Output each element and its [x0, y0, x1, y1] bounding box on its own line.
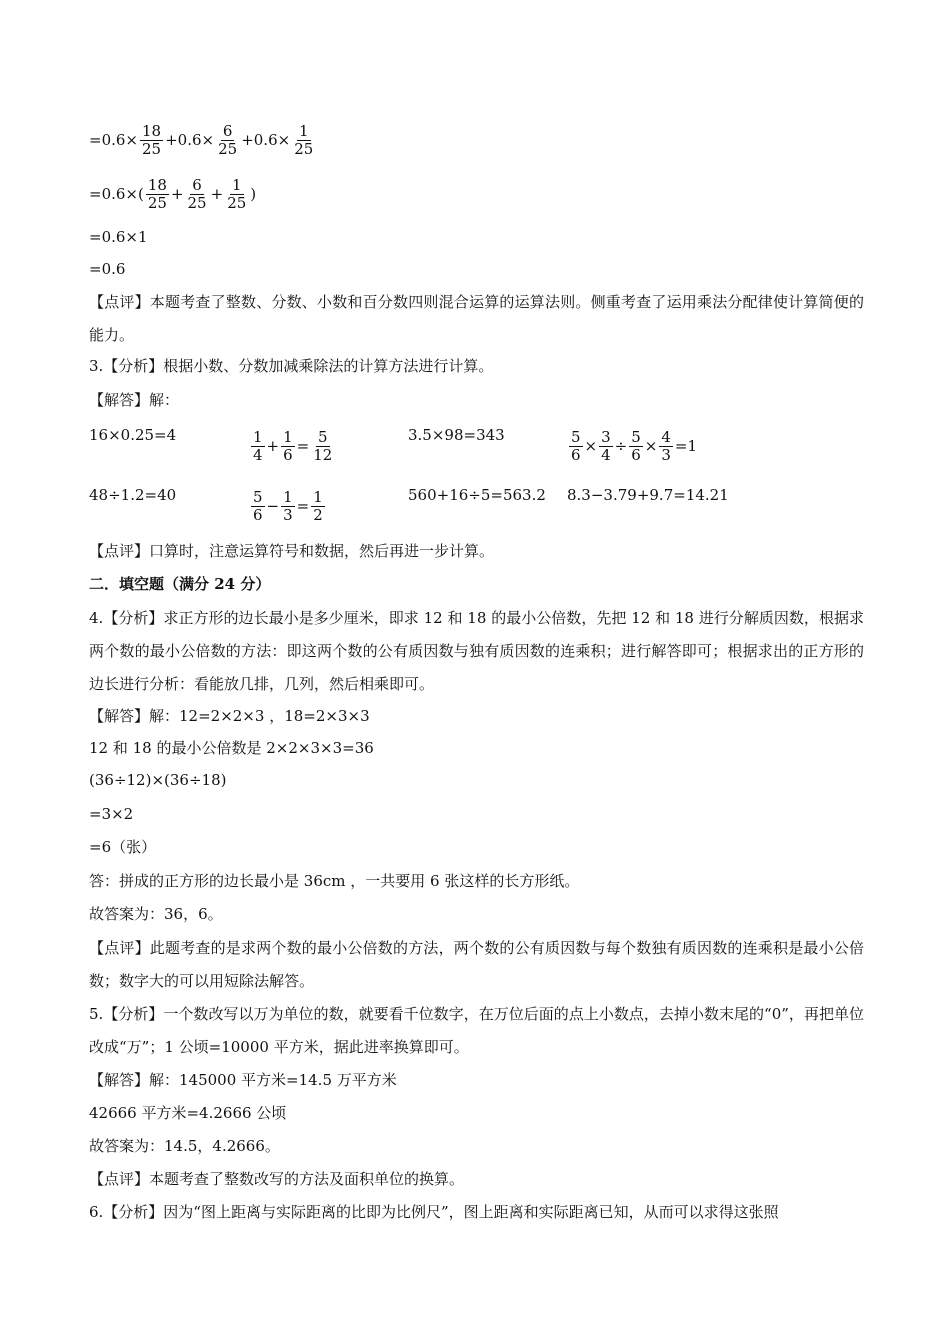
q4-step-5: =6（张） [89, 838, 157, 856]
q3-r2-c3: 560+16÷5=563.2 [408, 486, 546, 504]
q6-analysis: 6.【分析】因为“图上距离与实际距离的比即为比例尺”，图上距离和实际距离已知，从而可以求得这张照 [89, 1203, 779, 1221]
q4-step-3: (36÷12)×(36÷18) [89, 771, 227, 789]
q3-r1-c1: 16×0.25=4 [89, 426, 177, 444]
fraction: $\frac{6}{25}$ [218, 121, 238, 158]
calc-text: +0.6× [241, 131, 291, 149]
fraction: $\frac{18}{25}$ [142, 121, 162, 158]
q4-analysis: 4.【分析】求正方形的边长最小是多少厘米，即求 12 和 18 的最小公倍数，先把 12 和 18 进行分解质因数，根据求两个数的最小公倍数的方法：即这两个数的公有质因数与独有质因数的连乘积；进行解答即可；根据求出的正方形的边长进行分析：看能放几排，几列，然后相乘即可。 [89, 609, 864, 693]
q3-r1-c2: $\frac{1}{4}$ + $\frac{1}{6}$ = $\frac{5}{12}$ [253, 427, 333, 464]
calc-text: +0.6× [165, 131, 215, 149]
q4-comment: 【点评】此题考查的是求两个数的最小公倍数的方法，两个数的公有质因数与每个数独有质因数的连乘积是最小公倍数；数字大的可以用短除法解答。 [89, 939, 864, 990]
calc-text: =0.6×( [89, 185, 144, 203]
q3-analysis: 3.【分析】根据小数、分数加减乘除法的计算方法进行计算。 [89, 357, 494, 375]
fraction: $\frac{5}{6}$ [571, 427, 581, 464]
calc-line-3: =0.6×1 [89, 228, 148, 246]
fraction: $\frac{18}{25}$ [147, 175, 167, 212]
q3-answer-label: 【解答】解： [89, 391, 180, 409]
calc-expression [89, 172, 256, 216]
calc-text: + [210, 185, 224, 203]
q3-r2-c1: 48÷1.2=40 [89, 486, 177, 504]
q5-comment: 【点评】本题考查了整数改写的方法及面积单位的换算。 [89, 1170, 465, 1188]
section-2-title: 二．填空题（满分 24 分） [89, 575, 271, 593]
calc-text: =0.6× [89, 131, 138, 149]
calc-line-4: =0.6 [89, 260, 126, 278]
fraction: $\frac{1}{25}$ [227, 175, 247, 212]
q3-r1-c3: 3.5×98=343 [408, 426, 505, 444]
q3-r2-c4: 8.3−3.79+9.7=14.21 [567, 486, 729, 504]
calc-expression [89, 118, 317, 162]
fraction: $\frac{1}{2}$ [313, 487, 323, 524]
fraction: $\frac{1}{25}$ [294, 121, 314, 158]
fraction: $\frac{5}{12}$ [313, 427, 333, 464]
fraction: $\frac{5}{6}$ [631, 427, 641, 464]
calc-text: ) [250, 185, 257, 203]
q4-step-1: 【解答】解：12=2×2×3 ，18=2×3×3 [89, 707, 370, 725]
fraction: $\frac{1}{6}$ [283, 427, 293, 464]
fraction: $\frac{5}{6}$ [253, 487, 263, 524]
calc-text: + [170, 185, 184, 203]
fraction: $\frac{4}{3}$ [661, 427, 671, 464]
fraction: $\frac{1}{3}$ [283, 487, 293, 524]
fraction: $\frac{3}{4}$ [601, 427, 611, 464]
q3-r1-c4: $\frac{5}{6}$ × $\frac{3}{4}$ ÷ $\frac{5}{6}$ × $\frac{4}{3}$ =1 [571, 427, 698, 464]
comment-q2: 【点评】本题考查了整数、分数、小数和百分数四则混合运算的运算法则。侧重考查了运用乘法分配律使计算简便的能力。 [89, 293, 864, 344]
q5-analysis: 5.【分析】一个数改写以万为单位的数，就要看千位数字，在万位后面的点上小数点，去掉小数末尾的“0”，再把单位改成“万”；1 公顷=10000 平方米，据此进率换算即可。 [89, 1005, 864, 1056]
fraction: $\frac{6}{25}$ [187, 175, 207, 212]
q5-step-1: 【解答】解：145000 平方米=14.5 万平方米 [89, 1071, 397, 1089]
q5-step-3: 故答案为：14.5，4.2666。 [89, 1137, 280, 1155]
q5-step-2: 42666 平方米=4.2666 公顷 [89, 1104, 287, 1122]
q4-step-6: 答：拼成的正方形的边长最小是 36cm ，一共要用 6 张这样的长方形纸。 [89, 872, 580, 890]
fraction: $\frac{1}{4}$ [253, 427, 263, 464]
q3-comment: 【点评】口算时，注意运算符号和数据，然后再进一步计算。 [89, 542, 495, 560]
q3-r2-c2: $\frac{5}{6}$ − $\frac{1}{3}$ = $\frac{1}{2}$ [253, 487, 323, 524]
q4-step-7: 故答案为：36，6。 [89, 905, 223, 923]
q4-step-2: 12 和 18 的最小公倍数是 2×2×3×3=36 [89, 739, 374, 757]
q4-step-4: =3×2 [89, 805, 134, 823]
